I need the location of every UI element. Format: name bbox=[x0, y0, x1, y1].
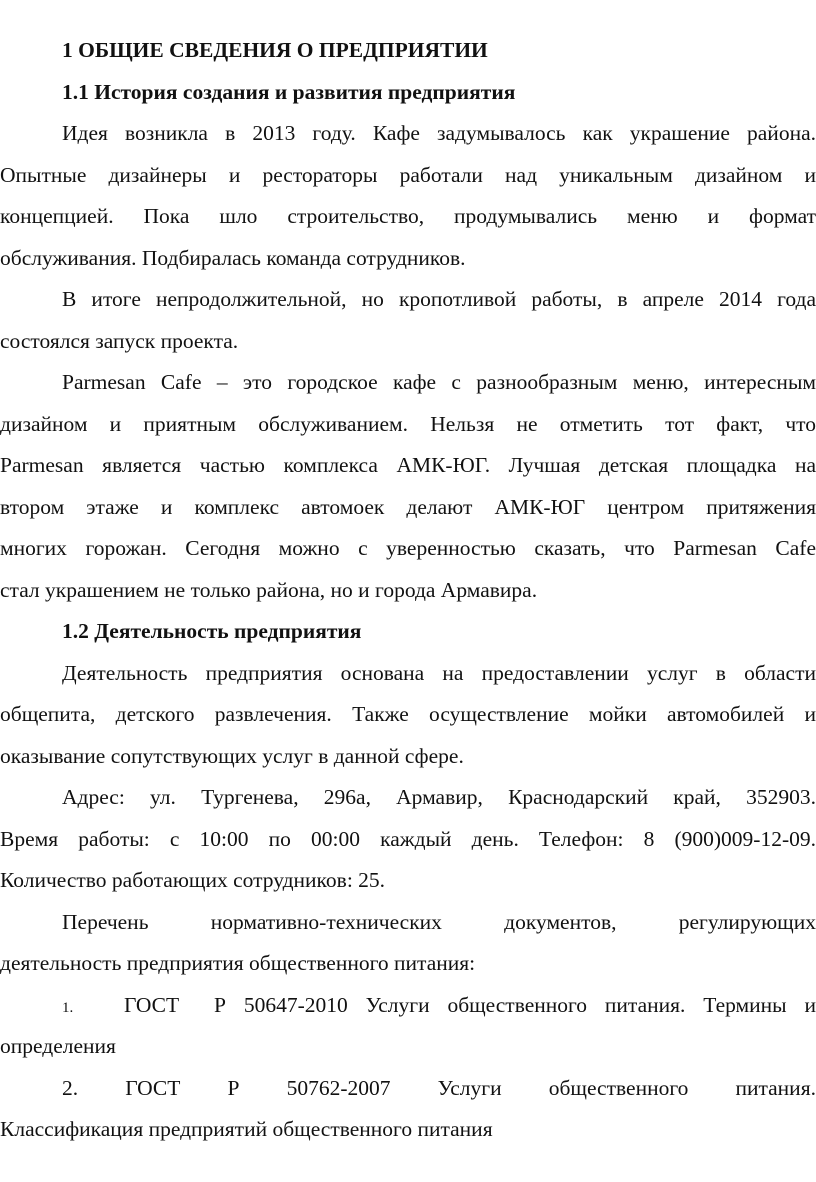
list-item-first-line bbox=[0, 1068, 816, 1110]
text-line: Parmesan Cafe – это городское кафе с разнообразным меню, интересным bbox=[62, 370, 816, 394]
paragraph-contacts bbox=[0, 777, 816, 902]
list-item-word: общественного bbox=[548, 1075, 689, 1100]
text-line: Идея возникла в 2013 году. Кафе задумывалось как украшение района. bbox=[62, 121, 816, 145]
paragraph-history-idea bbox=[0, 113, 816, 279]
text-line: стал украшением не только района, но и города Армавира. bbox=[0, 577, 538, 602]
list-item-word: ГОСТ bbox=[124, 992, 180, 1017]
staff-count-line: Количество работающих сотрудников: 25. bbox=[0, 868, 386, 892]
list-item-word: ГОСТ bbox=[125, 1075, 181, 1100]
list-item-text: Р 50647-2010 Услуги общественного питания. Термины и bbox=[214, 992, 816, 1017]
list-item-word: Р bbox=[227, 1075, 240, 1100]
list-item-word: питания. bbox=[735, 1075, 816, 1100]
text-line: втором этаже и комплекс автомоек делают АМК-ЮГ центром притяжения bbox=[0, 494, 816, 519]
text-line: В итоге непродолжительной, но кропотливой работы, в апреле 2014 года bbox=[62, 287, 816, 311]
subsection-heading-1-2: 1.2 Деятельность предприятия bbox=[62, 619, 362, 643]
text-line: многих горожан. Сегодня можно с уверенностью сказать, что Parmesan Cafe bbox=[0, 536, 816, 560]
text-line: состоялся запуск проекта. bbox=[0, 328, 239, 353]
text-line: Опытные дизайнеры и рестораторы работали над уникальным дизайном и bbox=[0, 162, 816, 187]
text-line: Деятельность предприятия основана на предоставлении услуг в области bbox=[62, 660, 816, 685]
list-item-number: 2. bbox=[62, 1075, 79, 1100]
documents-list bbox=[0, 985, 816, 1151]
list-item-word: 50762-2007 bbox=[286, 1075, 391, 1100]
text-line: обслуживания. Подбиралась команда сотрудников. bbox=[0, 245, 466, 270]
text-line: оказывание сопутствующих услуг в данной сфере. bbox=[0, 743, 464, 768]
list-item-first-line bbox=[0, 985, 816, 1027]
text-line: Parmesan является частью комплекса АМК-ЮГ. Лучшая детская площадка на bbox=[0, 453, 816, 477]
address-line: Адрес: ул. Тургенева, 296а, Армавир, Краснодарский край, 352903. bbox=[62, 785, 816, 809]
list-item-number: 1. bbox=[62, 999, 74, 1016]
list-item bbox=[0, 1068, 816, 1151]
paragraph-activity bbox=[0, 653, 816, 778]
text-line: Перечень нормативно-технических документов, регулирующих bbox=[62, 909, 816, 934]
text-line: дизайном и приятным обслуживанием. Нельзя не отметить тот факт, что bbox=[0, 411, 816, 436]
list-item-word: Услуги bbox=[437, 1075, 502, 1100]
document-page bbox=[0, 30, 816, 1151]
list-item-continuation: Классификация предприятий общественного питания bbox=[0, 1117, 493, 1141]
section-heading-1: 1 ОБЩИЕ СВЕДЕНИЯ О ПРЕДПРИЯТИИ bbox=[62, 38, 488, 62]
hours-phone-line: Время работы: с 10:00 по 00:00 каждый день. Телефон: 8 (900)009-12-09. bbox=[0, 826, 816, 851]
list-item bbox=[0, 985, 816, 1068]
text-line: общепита, детского развлечения. Также осуществление мойки автомобилей и bbox=[0, 702, 816, 726]
subsection-heading-1-1: 1.1 История создания и развития предприятия bbox=[62, 79, 516, 104]
paragraph-documents-intro bbox=[0, 902, 816, 985]
list-item-continuation: определения bbox=[0, 1034, 116, 1058]
paragraph-history-launch bbox=[0, 279, 816, 362]
text-line: концепцией. Пока шло строительство, продумывались меню и формат bbox=[0, 204, 816, 228]
text-line: деятельность предприятия общественного питания: bbox=[0, 951, 476, 975]
paragraph-cafe-description bbox=[0, 362, 816, 611]
